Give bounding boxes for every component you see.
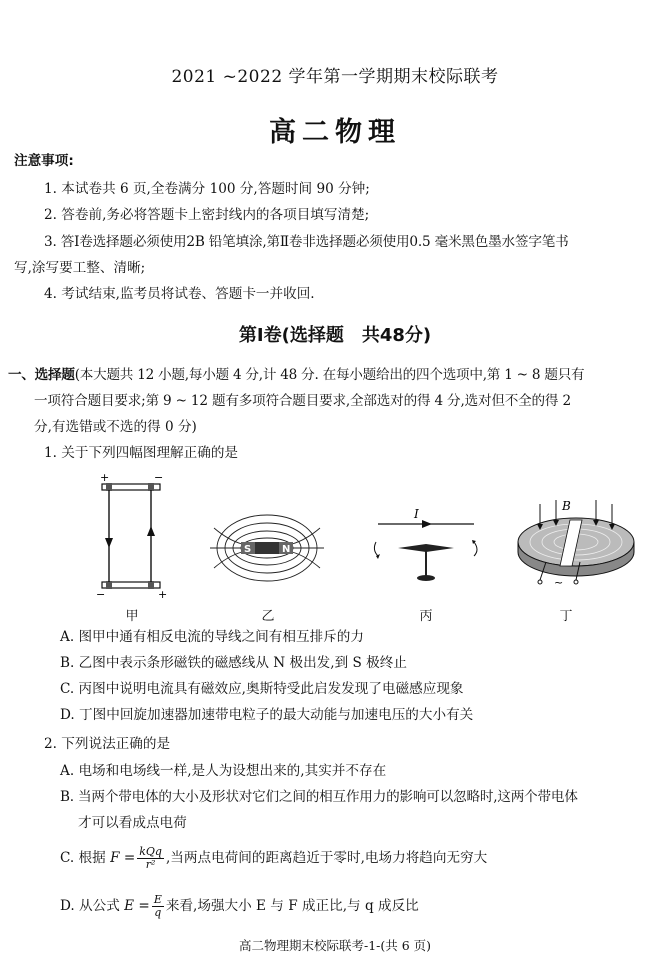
down-arrow <box>105 538 113 548</box>
figure-jia-parallel-wires <box>92 470 172 602</box>
up-arrow <box>147 526 155 536</box>
current-label: I <box>414 507 419 521</box>
q2-d-lhs: E = <box>124 898 150 914</box>
field-label: B <box>562 499 571 513</box>
ac-source-label: ~ <box>554 576 564 589</box>
q2-d-suffix: 来看,场强大小 E 与 F 成正比,与 q 成反比 <box>165 898 419 914</box>
section-title: 第Ⅰ卷(选择题 共48分) <box>238 325 432 346</box>
caption-bing: 丙 <box>419 609 433 624</box>
q2-d-fraction <box>152 894 164 919</box>
q2-c-fraction <box>137 846 164 871</box>
figure-yi-bar-magnet <box>208 510 326 586</box>
subject-title: 高二物理 <box>269 117 401 148</box>
caption-jia: 甲 <box>125 609 139 624</box>
q1-stem: 1. 关于下列四幅图理解正确的是 <box>44 445 239 461</box>
plus-label: + <box>100 471 110 484</box>
figure-bing-oersted <box>370 506 482 592</box>
q2-option-a: A. 电场和电场线一样,是人为设想出来的,其实并不存在 <box>60 763 387 779</box>
plus-label: + <box>158 588 168 601</box>
q1-option-a: A. 图甲中通有相反电流的导线之间有相互排斥的力 <box>60 629 364 645</box>
part1-text-1: (本大题共 12 小题,每小题 4 分,计 48 分. 在每小题给出的四个选项中,第 1 ~ 8 题只有 <box>74 367 585 383</box>
q2-c-lhs: F = <box>110 850 136 866</box>
caption-yi: 乙 <box>261 609 275 624</box>
page-footer: 高二物理期末校际联考-1-(共 6 页) <box>238 938 432 953</box>
q2-c-denominator: r² <box>145 858 156 871</box>
stand-base <box>417 575 435 581</box>
minus-label: − <box>154 471 164 484</box>
q2-stem: 2. 下列说法正确的是 <box>44 736 171 752</box>
s-pole-label: S <box>244 544 252 555</box>
current-arrow <box>422 520 432 528</box>
notice-heading: 注意事项: <box>14 153 74 169</box>
notice-item-1: 1. 本试卷共 6 页,全卷满分 100 分,答题时间 90 分钟; <box>44 181 370 197</box>
terminal <box>148 483 154 491</box>
q2-c-suffix: ,当两点电荷间的距离趋近于零时,电场力将趋向无穷大 <box>165 850 488 866</box>
q2-d-prefix: D. 从公式 <box>60 898 120 914</box>
terminal <box>106 483 112 491</box>
q2-option-b-line1: B. 当两个带电体的大小及形状对它们之间的相互作用力的影响可以忽略时,这两个带电体 <box>60 789 578 805</box>
q2-d-denominator: q <box>154 906 162 919</box>
minus-label: − <box>96 588 106 601</box>
n-pole-label: N <box>282 544 291 555</box>
rotation-arrow <box>374 542 378 556</box>
q2-option-b-line2: 才可以看成点电荷 <box>78 815 187 831</box>
q2-d-numerator: E <box>153 893 162 906</box>
q2-c-numerator: kQq <box>139 845 162 858</box>
notice-item-4: 4. 考试结束,监考员将试卷、答题卡一并收回. <box>44 286 315 302</box>
q1-option-b: B. 乙图中表示条形磁铁的磁感线从 N 极出发,到 S 极终止 <box>60 655 407 671</box>
q2-c-prefix: C. 根据 <box>60 850 106 866</box>
part1-line-3: 分,有选错或不选的得 0 分) <box>34 419 197 435</box>
part1-label: 一、选择题 <box>8 367 75 383</box>
terminal <box>106 581 112 589</box>
notice-item-3-cont: 写,涂写要工整、清晰; <box>14 260 146 276</box>
caption-ding: 丁 <box>559 609 573 624</box>
notice-item-2: 2. 答卷前,务必将答题卡上密封线内的各项目填写清楚; <box>44 207 370 223</box>
part1-line-1 <box>8 366 584 384</box>
terminal <box>148 581 154 589</box>
q2-option-c <box>60 842 487 874</box>
part1-line-2: 一项符合题目要求;第 9 ~ 12 题有多项符合题目要求,全部选对的得 4 分,选对但不全的得 2 <box>34 393 571 409</box>
rotation-arrow <box>474 542 477 556</box>
figure-ding-cyclotron <box>510 496 640 592</box>
q2-option-d <box>60 890 419 922</box>
notice-item-3: 3. 答Ⅰ卷选择题必须使用2B 铅笔填涂,第Ⅱ卷非选择题必须使用0.5 毫米黑色墨水签字笔书 <box>44 234 569 250</box>
q1-option-d: D. 丁图中回旋加速器加速带电粒子的最大动能与加速电压的大小有关 <box>60 707 474 723</box>
q1-option-c: C. 丙图中说明电流具有磁效应,奥斯特受此启发发现了电磁感应现象 <box>60 681 464 697</box>
exam-title: 2021 ~2022 学年第一学期期末校际联考 <box>171 67 499 87</box>
